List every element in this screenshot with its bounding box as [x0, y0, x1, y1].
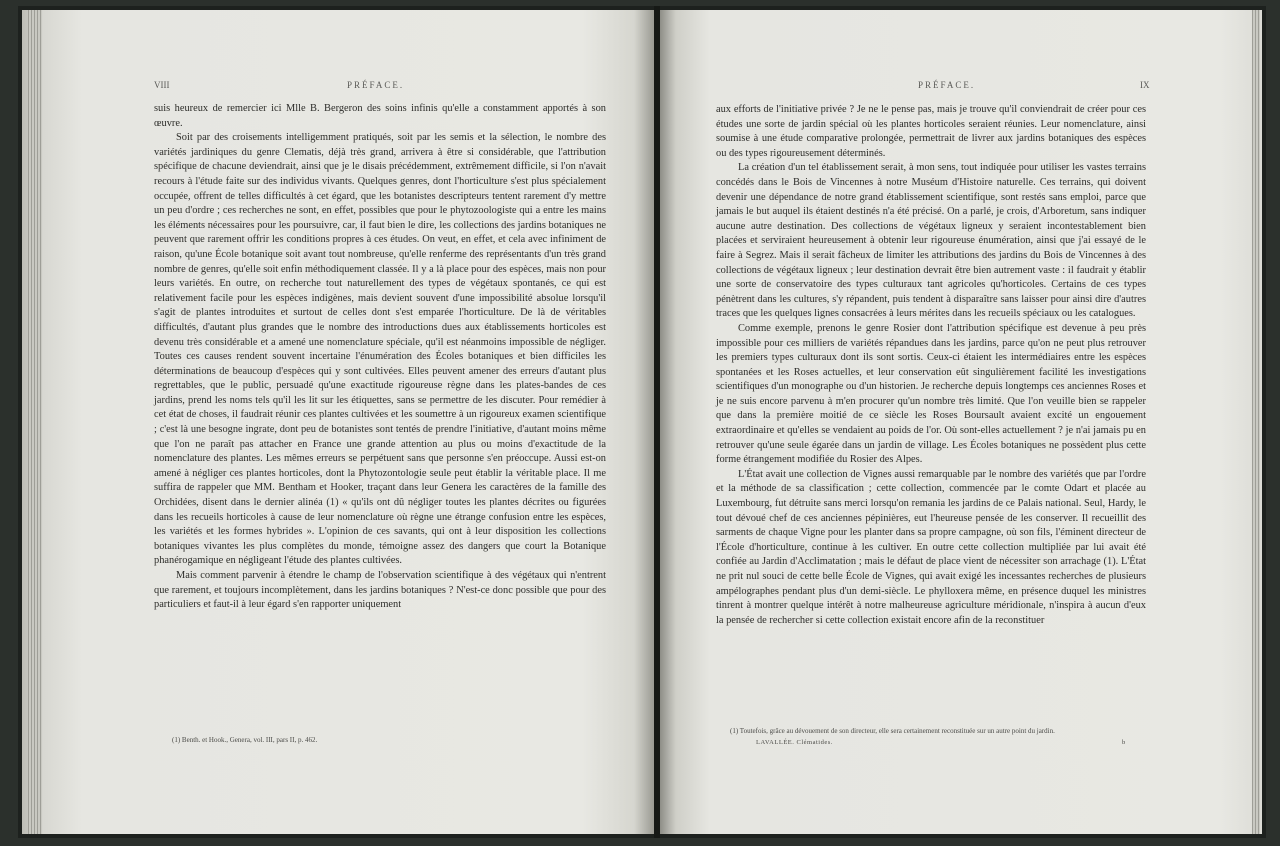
right-paragraph: aux efforts de l'initiative privée ? Je ne le pense pas, mais je trouve qu'il conviendrait de créer pour ces études une sorte de jardin spécial où les plantes horticoles seraient réunies. Leur nomenclature, ainsi soumise à une étude comparative prolongée, permettrait de livrer aux jardins botaniques des espèces ou des types rigoureusement déterminés. — [716, 104, 1146, 159]
right-paragraph: La création d'un tel établissement serait, à mon sens, tout indiquée pour utiliser les vastes terrains concédés dans le Bois de Vincennes à notre Muséum d'Histoire naturelle. Ces terrains, qui doivent devenir une dépendance de notre grand établissement scientifique, sont restés sans emploi, parce que jamais le but auquel ils étaient destinés n'a été précisé. On a parlé, je crois, d'Arboretum, sans indiquer aucune autre destination. Des collections de végétaux ligneux y seraient incontestablement bien placées et serviraient heureusement à obtenir leur rigoureuse énumération, ainsi que j'ai essayé de le faire à Segrez. Mais il serait fâcheux de limiter les attributions des jardins du Bois de Vincennes à des collections de végétaux ligneux ; leur destination devrait être bien autrement vaste : il faudrait y établir une sorte de conservatoire des types culturaux tant agricoles qu'horticoles. Certains de ces types pénètrent dans les cultures, s'y répandent, puis tendent à disparaître sans laisser pour ainsi dire d'autres traces que les quelques lignes consacrées à leurs mérites dans les recueils spéciaux ou les catalogues. — [716, 162, 1146, 320]
left-paragraph: Soit par des croisements intelligemment pratiqués, soit par les semis et la sélection, le nombre des variétés jardiniques du genre Clematis, déjà très grand, arrivera à être si considérable, que l'attribution spécifique de chacune deviendrait, ainsi que je le disais précédemment, extrêmement difficile, si l'on n'avait recours à l'étude faite sur des individus vivants. Quelques genres, dont l'horticulture s'est plus spécialement occupée, offrent de telles difficultés à cet égard, que les botanistes descripteurs tentent rarement d'y mettre un peu d'ordre ; ces recherches ne sont, en effet, possibles que pour le phytozoologiste qui a entre les mains les éléments nécessaires pour les poursuivre, car, il faut bien le dire, les collections des jardins botaniques ne peuvent que rarement offrir les conditions propres à ces études. On veut, en effet, et cela avec infiniment de raison, qu'une École botanique soit avant tout nombreuse, qu'elle renferme des représentants d'un très grand nombre de genres, qu'elle soit enfin méthodiquement classée. Il y a là place pour des espèces, mais non pour leurs variétés. En outre, on recherche tout naturellement des types de végétaux spontanés, ce qui est relativement facile pour les espèces indigènes, mais devient souvent d'une impossibilité absolue lorsqu'il s'agit de plantes introduites et surtout de celles dont s'est emparée l'horticulture. De là de véritables difficultés, d'autant plus grandes que le nombre des introductions dues aux établissements horticoles est devenu très considérable et a amené une nomenclature spéciale, qu'il est néanmoins impossible de négliger. Toutes ces causes rendent souvent incertaine l'énumération des Écoles botaniques et bien difficiles les déterminations de beaucoup d'espèces qui y sont cultivées. Elles peuvent amener des erreurs d'autant plus regrettables, que le public, persuadé qu'une exactitude rigoureuse règne dans les plates-bandes de ces jardins, prend les noms tels qu'il les lit sur les étiquettes, sans se permettre de les discuter. Pour remédier à cet état de choses, il faudrait réunir ces plantes cultivées et les soumettre à un rigoureux examen scientifique ; c'est là une besogne ingrate, dont peu de botanistes sont tentés de prendre l'initiative, d'autant moins même que l'on ne paraît pas attacher en France une grande attention au plus ou moins d'exactitude de la nomenclature des plantes. Les mêmes erreurs se perpétuent sans que personne s'en préoccupe. Aussi est-on amené à négliger ces plantes horticoles, dont la Phytozontologie seule peut établir la véritable place. Il me suffira de rappeler que MM. Bentham et Hooker, traçant dans leur Genera les caractères de la famille des Orchidées, disent dans le dernier alinéa (1) « qu'ils ont dû négliger toutes les plantes décrites ou figurées dans les recueils horticoles à cause de leur nomenclature où règne une étrange confusion entre les espèces, les variétés et les formes hybrides ». L'opinion de ces savants, qui ont à leur disposition les collections botaniques vivantes les plus complètes du monde, témoigne assez des dangers que court la Botanique phanérogamique en négligeant l'étude des plantes cultivées. — [154, 132, 606, 567]
right-body-text — [716, 103, 1146, 628]
left-folio: VIII — [154, 80, 170, 90]
signature-mark: b — [1122, 739, 1126, 746]
right-running-head: PRÉFACE. — [918, 80, 976, 90]
page-edge-stack — [1252, 10, 1260, 834]
left-paragraph: Mais comment parvenir à étendre le champ de l'observation scientifique à des végétaux qui n'entrent que rarement, et toujours incomplètement, dans les jardins botaniques ? N'est-ce donc possible que pour des particuliers et faut-il à leur égard s'en rapporter uniquement — [154, 570, 606, 611]
left-body-text — [154, 102, 606, 613]
right-footnote: (1) Toutefois, grâce au dévouement de son directeur, elle sera certainement reconstituée sur un autre point du jardin. — [730, 727, 1055, 735]
book-spread — [18, 6, 1266, 838]
left-page — [22, 10, 654, 834]
left-footnote: (1) Benth. et Hook., Genera, vol. III, pars II, p. 462. — [172, 736, 318, 744]
right-paragraph: L'État avait une collection de Vignes aussi remarquable par le nombre des variétés que par l'ordre et la méthode de sa classification ; cette collection, commencée par le comte Odart et placée au Luxembourg, fut détruite sans merci lorsqu'on remania les jardins de ce Palais national. Seul, Hardy, le tout dévoué chef de ces anciennes pépinières, eut l'heureuse pensée de les conserver. Il recueillit des sarments de chaque Vigne pour les planter dans sa propre campagne, où son fils, l'éminent directeur de l'École d'horticulture, continue à les cultiver. En outre cette collection multipliée par lui avait été confiée au Jardin d'Acclimatation ; mais le défaut de place vient de nécessiter son arrachage (1). L'État ne prit nul souci de cette belle École de Vignes, qui avait exigé les incessantes recherches de plusieurs ampélographes pendant plus d'un demi-siècle. Le phylloxera même, en présence duquel les ministres tinrent à montrer quelque intérêt à notre malheureuse agriculture méridionale, n'inspira à aucun d'eux la pensée de rechercher si cette collection existait encore afin de la reconstituer — [716, 468, 1146, 626]
right-page — [660, 10, 1262, 834]
left-paragraph: suis heureux de remercier ici Mlle B. Bergeron des soins infinis qu'elle a constamment apportés à son œuvre. — [154, 103, 606, 129]
left-running-head: PRÉFACE. — [347, 80, 405, 90]
printer-signature: LAVALLÉE. Clématides. — [756, 739, 833, 746]
right-paragraph: Comme exemple, prenons le genre Rosier dont l'attribution spécifique est devenue à peu près impossible pour ces milliers de variétés répandues dans les jardins, parce qu'on ne peut plus retrouver les premiers types culturaux dont ils sont sortis. Ceux-ci étaient les intermédiaires entre les espèces spontanées et les Roses actuelles, et leur conservation eût singulièrement facilité les investigations scientifiques d'un monographe ou d'un historien. Je recherche depuis longtemps ces anciennes Roses et je ne suis encore parvenu à m'en procurer qu'un nombre très limité. Que l'on veuille bien se rappeler que dans la première moitié de ce siècle les Roses Boursault avaient excité un engouement extraordinaire et qu'elles se vendaient au poids de l'or. Où sont-elles actuellement ? je n'ai jamais pu en retrouver qu'une seule égarée dans un jardin de village. Les Écoles botaniques ne possèdent plus cette forme étrangement modifiée du Rosier des Alpes. — [716, 322, 1146, 466]
page-edge-stack — [28, 10, 42, 834]
right-folio: IX — [1140, 80, 1150, 90]
